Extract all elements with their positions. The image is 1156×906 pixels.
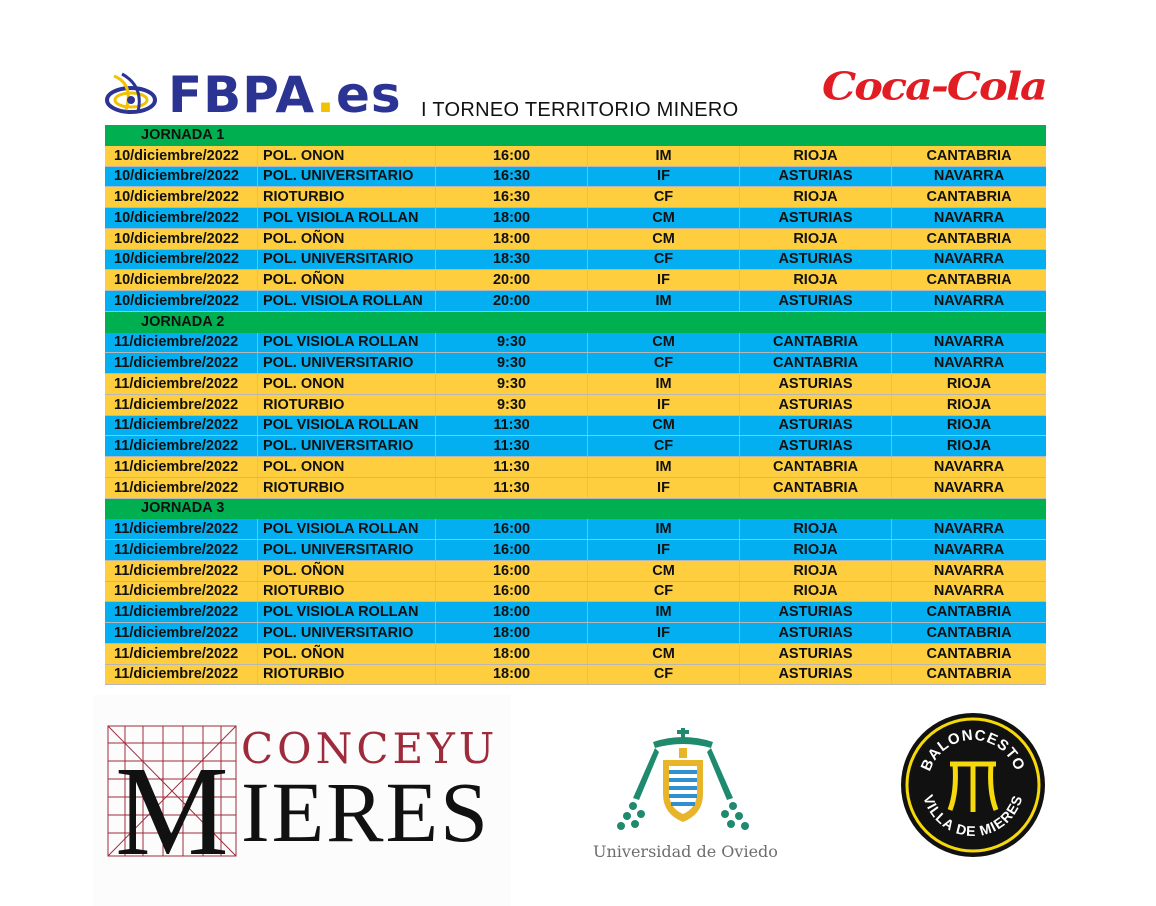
match-category: CF [588, 582, 740, 602]
match-date: 11/diciembre/2022 [105, 436, 258, 456]
table-row [105, 561, 1046, 582]
table-row [105, 291, 1046, 312]
match-team-b: RIOJA [946, 375, 992, 392]
club-name-bottom: VILLA DE MIERES [920, 792, 1026, 840]
match-team-b: NAVARRA [933, 334, 1005, 351]
match-venue: POL. ONON [258, 457, 436, 477]
baloncesto-villa-de-mieres-logo [900, 712, 1046, 858]
match-category: IF [588, 395, 740, 415]
match-category: IM [588, 457, 740, 477]
match-venue: POL. ONON [258, 146, 436, 166]
table-row [105, 187, 1046, 208]
match-time: 9:30 [436, 353, 588, 373]
match-venue: POL. UNIVERSITARIO [258, 540, 436, 560]
table-row [105, 353, 1046, 374]
basketball-swirl-icon [104, 70, 162, 120]
match-venue: POL. UNIVERSITARIO [258, 436, 436, 456]
match-time: 16:30 [436, 167, 588, 187]
match-venue: POL VISIOLA ROLLAN [258, 602, 436, 622]
match-category: CM [588, 229, 740, 249]
table-row [105, 540, 1046, 561]
match-team-a: ASTURIAS [740, 436, 892, 456]
match-time: 20:00 [436, 270, 588, 290]
table-row [105, 416, 1046, 437]
match-date: 11/diciembre/2022 [105, 602, 258, 622]
match-venue: POL. UNIVERSITARIO [258, 167, 436, 187]
match-venue: POL VISIOLA ROLLAN [258, 416, 436, 436]
match-venue: POL. OÑON [258, 229, 436, 249]
match-time: 18:00 [436, 229, 588, 249]
match-date: 11/diciembre/2022 [105, 665, 258, 685]
match-venue: POL. OÑON [258, 270, 436, 290]
table-row [105, 519, 1046, 540]
match-time: 11:30 [436, 478, 588, 498]
match-time: 18:00 [436, 208, 588, 228]
page-title: I TORNEO TERRITORIO MINERO [421, 99, 739, 121]
match-team-b: CANTABRIA [926, 230, 1012, 247]
table-row [105, 436, 1046, 457]
table-row [105, 665, 1046, 686]
match-time: 9:30 [436, 374, 588, 394]
match-time: 18:00 [436, 665, 588, 685]
match-team-b: NAVARRA [933, 479, 1005, 496]
table-row [105, 270, 1046, 291]
match-category: IM [588, 146, 740, 166]
match-category: CF [588, 187, 740, 207]
match-category: CM [588, 644, 740, 664]
university-name: Universidad de Oviedo [593, 842, 778, 861]
fbpa-wordmark: FBPA.es [168, 66, 402, 124]
match-time: 16:00 [436, 519, 588, 539]
match-category: CF [588, 665, 740, 685]
match-date: 11/diciembre/2022 [105, 395, 258, 415]
match-venue: RIOTURBIO [258, 395, 436, 415]
match-category: CM [588, 561, 740, 581]
schedule-table [105, 125, 1046, 685]
match-team-a: ASTURIAS [740, 291, 892, 311]
match-time: 20:00 [436, 291, 588, 311]
mieres-label: IERES [241, 764, 490, 860]
match-category: IM [588, 374, 740, 394]
match-time: 16:00 [436, 561, 588, 581]
match-category: CM [588, 333, 740, 353]
match-date: 11/diciembre/2022 [105, 561, 258, 581]
match-team-b: NAVARRA [933, 292, 1005, 309]
match-date: 11/diciembre/2022 [105, 540, 258, 560]
match-date: 11/diciembre/2022 [105, 623, 258, 643]
match-venue: POL VISIOLA ROLLAN [258, 333, 436, 353]
match-category: IM [588, 519, 740, 539]
match-team-b: CANTABRIA [926, 147, 1012, 164]
match-team-b: NAVARRA [933, 251, 1005, 268]
match-time: 18:00 [436, 623, 588, 643]
match-date: 10/diciembre/2022 [105, 208, 258, 228]
match-team-b: NAVARRA [933, 355, 1005, 372]
match-category: IF [588, 540, 740, 560]
match-team-b: NAVARRA [933, 562, 1005, 579]
match-team-a: CANTABRIA [740, 478, 892, 498]
match-team-b: NAVARRA [933, 458, 1005, 475]
match-category: IF [588, 478, 740, 498]
match-venue: POL. UNIVERSITARIO [258, 250, 436, 270]
match-venue: POL. UNIVERSITARIO [258, 623, 436, 643]
match-venue: RIOTURBIO [258, 478, 436, 498]
match-team-a: RIOJA [740, 270, 892, 290]
jornada-header: JORNADA 2 [105, 312, 1046, 333]
match-venue: POL. OÑON [258, 644, 436, 664]
conceyu-label: CONCEYU [241, 724, 499, 773]
table-row [105, 457, 1046, 478]
match-venue: POL VISIOLA ROLLAN [258, 208, 436, 228]
match-category: CM [588, 416, 740, 436]
match-team-b: CANTABRIA [926, 272, 1012, 289]
match-team-a: RIOJA [740, 187, 892, 207]
match-category: CF [588, 353, 740, 373]
table-row [105, 146, 1046, 167]
match-team-b: CANTABRIA [926, 624, 1012, 641]
match-team-b: RIOJA [946, 438, 992, 455]
table-row [105, 395, 1046, 416]
match-team-b: NAVARRA [933, 209, 1005, 226]
match-team-b: CANTABRIA [926, 604, 1012, 621]
match-date: 10/diciembre/2022 [105, 270, 258, 290]
match-team-a: RIOJA [740, 146, 892, 166]
sponsor-logo: Coca-Cola [822, 64, 1046, 110]
match-venue: POL. VISIOLA ROLLAN [258, 291, 436, 311]
match-date: 11/diciembre/2022 [105, 644, 258, 664]
match-team-b: RIOJA [946, 417, 992, 434]
match-team-a: ASTURIAS [740, 623, 892, 643]
match-date: 10/diciembre/2022 [105, 187, 258, 207]
match-venue: RIOTURBIO [258, 665, 436, 685]
match-time: 11:30 [436, 457, 588, 477]
match-team-a: RIOJA [740, 519, 892, 539]
match-date: 10/diciembre/2022 [105, 146, 258, 166]
match-category: IF [588, 167, 740, 187]
match-time: 18:30 [436, 250, 588, 270]
universidad-oviedo-logo [593, 728, 778, 863]
match-time: 11:30 [436, 416, 588, 436]
match-team-a: ASTURIAS [740, 602, 892, 622]
match-category: IM [588, 602, 740, 622]
table-row [105, 623, 1046, 644]
match-time: 18:00 [436, 602, 588, 622]
match-team-a: CANTABRIA [740, 333, 892, 353]
table-row [105, 478, 1046, 499]
page-header [0, 0, 1156, 125]
match-time: 9:30 [436, 333, 588, 353]
match-category: IM [588, 291, 740, 311]
match-time: 16:00 [436, 582, 588, 602]
match-date: 11/diciembre/2022 [105, 457, 258, 477]
match-category: CF [588, 436, 740, 456]
match-date: 10/diciembre/2022 [105, 250, 258, 270]
club-name-top: BALONCESTO [917, 726, 1029, 774]
match-time: 16:30 [436, 187, 588, 207]
match-time: 16:00 [436, 146, 588, 166]
match-venue: POL. UNIVERSITARIO [258, 353, 436, 373]
match-team-b: CANTABRIA [926, 189, 1012, 206]
basketball-club-badge-icon [900, 712, 1046, 858]
match-venue: RIOTURBIO [258, 582, 436, 602]
match-date: 10/diciembre/2022 [105, 229, 258, 249]
match-team-a: ASTURIAS [740, 167, 892, 187]
match-team-b: NAVARRA [933, 541, 1005, 558]
match-venue: POL. ONON [258, 374, 436, 394]
match-team-a: RIOJA [740, 582, 892, 602]
table-row [105, 333, 1046, 354]
match-team-b: NAVARRA [933, 583, 1005, 600]
match-date: 11/diciembre/2022 [105, 416, 258, 436]
jornada-header: JORNADA 1 [105, 125, 1046, 146]
match-team-a: ASTURIAS [740, 665, 892, 685]
match-team-a: CANTABRIA [740, 457, 892, 477]
match-date: 10/diciembre/2022 [105, 167, 258, 187]
match-team-a: RIOJA [740, 540, 892, 560]
match-date: 11/diciembre/2022 [105, 519, 258, 539]
match-team-b: CANTABRIA [926, 666, 1012, 683]
match-team-a: ASTURIAS [740, 250, 892, 270]
match-venue: POL VISIOLA ROLLAN [258, 519, 436, 539]
match-team-a: RIOJA [740, 561, 892, 581]
jornada-header: JORNADA 3 [105, 499, 1046, 520]
match-team-b: NAVARRA [933, 521, 1005, 538]
match-category: IF [588, 270, 740, 290]
conceyu-mieres-logo [107, 724, 499, 882]
match-team-a: CANTABRIA [740, 353, 892, 373]
match-date: 11/diciembre/2022 [105, 333, 258, 353]
table-row [105, 602, 1046, 623]
match-category: CF [588, 250, 740, 270]
university-crest-icon [593, 728, 773, 838]
match-category: IF [588, 623, 740, 643]
mieres-initial: M [115, 740, 229, 882]
match-venue: RIOTURBIO [258, 187, 436, 207]
table-row [105, 229, 1046, 250]
match-team-a: ASTURIAS [740, 644, 892, 664]
match-team-b: CANTABRIA [926, 645, 1012, 662]
fbpa-logo [104, 66, 404, 124]
match-time: 11:30 [436, 436, 588, 456]
table-row [105, 250, 1046, 271]
match-category: CM [588, 208, 740, 228]
match-time: 9:30 [436, 395, 588, 415]
match-date: 11/diciembre/2022 [105, 353, 258, 373]
table-row [105, 374, 1046, 395]
match-team-b: RIOJA [946, 396, 992, 413]
match-venue: POL. OÑON [258, 561, 436, 581]
match-team-a: ASTURIAS [740, 416, 892, 436]
match-team-a: ASTURIAS [740, 395, 892, 415]
table-row [105, 167, 1046, 188]
match-team-a: ASTURIAS [740, 374, 892, 394]
table-row [105, 644, 1046, 665]
match-team-a: ASTURIAS [740, 208, 892, 228]
match-date: 11/diciembre/2022 [105, 582, 258, 602]
table-row [105, 208, 1046, 229]
match-time: 16:00 [436, 540, 588, 560]
match-team-a: RIOJA [740, 229, 892, 249]
match-date: 10/diciembre/2022 [105, 291, 258, 311]
match-team-b: NAVARRA [933, 168, 1005, 185]
match-date: 11/diciembre/2022 [105, 478, 258, 498]
match-date: 11/diciembre/2022 [105, 374, 258, 394]
match-time: 18:00 [436, 644, 588, 664]
table-row [105, 582, 1046, 603]
